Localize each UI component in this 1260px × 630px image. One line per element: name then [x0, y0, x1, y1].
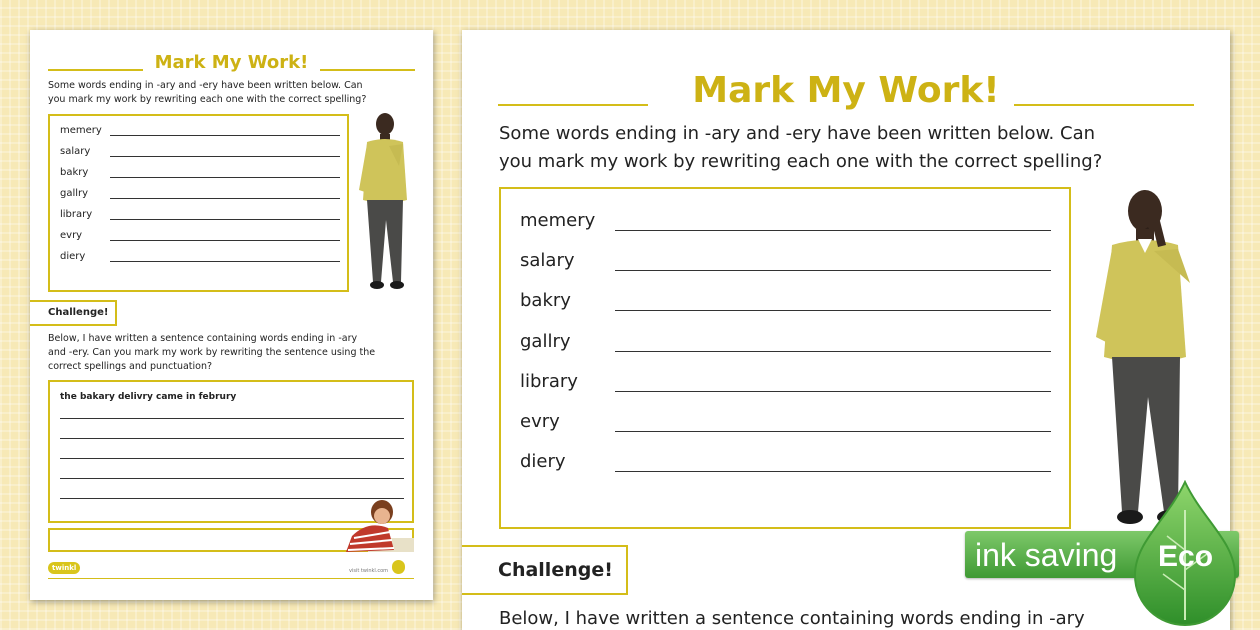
title-rule-right	[320, 69, 415, 71]
answer-line	[615, 431, 1051, 432]
challenge-tab	[30, 300, 117, 326]
word-item: salary	[60, 146, 91, 157]
ink-saving-eco-badge	[965, 480, 1260, 630]
word-item: bakry	[60, 167, 89, 178]
answer-line	[615, 391, 1051, 392]
challenge-line-3: correct spellings and punctuation?	[48, 360, 213, 372]
worksheet-preview-small	[30, 30, 433, 600]
challenge-line-1: Below, I have written a sentence containing words ending in -ary	[48, 333, 358, 344]
intro-line-1: Some words ending in -ary and -ery have been written below. Can	[499, 123, 1096, 144]
twinkl-logo: twinkl	[48, 562, 80, 574]
ink-saving-label: ink saving	[975, 537, 1118, 573]
man-thinking-illustration	[355, 110, 415, 292]
answer-line	[615, 270, 1051, 271]
answer-line	[60, 418, 404, 419]
answer-line	[110, 198, 340, 199]
word-item: diery	[520, 451, 566, 472]
word-item: library	[520, 371, 578, 392]
intro-line-2: you mark my work by rewriting each one with the correct spelling?	[48, 93, 367, 105]
word-box	[499, 187, 1071, 529]
word-box	[48, 114, 349, 292]
challenge-line-1: Below, I have written a sentence containing words ending in -ary	[499, 608, 1085, 629]
word-item: gallry	[60, 188, 89, 199]
footer-rule	[48, 578, 414, 579]
answer-line	[110, 261, 340, 262]
intro-line-1: Some words ending in -ary and -ery have been written below. Can	[48, 80, 363, 91]
word-item: salary	[520, 250, 575, 271]
answer-line	[110, 240, 340, 241]
word-item: evry	[520, 411, 560, 432]
intro-text	[499, 120, 1199, 176]
challenge-line-2: and -ery. Can you mark my work by rewriting the sentence using the	[48, 346, 376, 358]
answer-line	[110, 219, 340, 220]
answer-line	[60, 438, 404, 439]
answer-line	[615, 351, 1051, 352]
answer-line	[110, 177, 340, 178]
title-rule-right	[1014, 104, 1194, 106]
intro-text	[48, 79, 418, 107]
answer-line	[60, 478, 404, 479]
eco-label: Eco	[1158, 540, 1214, 573]
answer-line	[615, 230, 1051, 231]
word-item: memery	[60, 125, 102, 136]
answer-line	[615, 310, 1051, 311]
answer-line	[110, 135, 340, 136]
challenge-tab	[462, 545, 628, 595]
intro-line-2: you mark my work by rewriting each one with the correct spelling?	[499, 151, 1103, 172]
challenge-label: Challenge!	[48, 307, 109, 318]
challenge-sentence: the bakary delivry came in februry	[60, 392, 237, 402]
answer-line	[615, 471, 1051, 472]
word-item: gallry	[520, 331, 571, 352]
brand-badge-icon	[392, 560, 405, 574]
word-item: memery	[520, 210, 596, 231]
answer-line	[60, 458, 404, 459]
word-item: library	[60, 209, 93, 220]
footer-url: visit twinkl.com	[349, 568, 389, 574]
worksheet-title: Mark My Work!	[692, 70, 1000, 111]
challenge-label: Challenge!	[498, 559, 613, 581]
worksheet-title: Mark My Work!	[154, 52, 309, 73]
word-item: diery	[60, 251, 86, 262]
word-item: evry	[60, 230, 83, 241]
word-item: bakry	[520, 290, 571, 311]
boy-writing-illustration	[338, 496, 416, 554]
challenge-text	[48, 332, 423, 373]
answer-line	[110, 156, 340, 157]
